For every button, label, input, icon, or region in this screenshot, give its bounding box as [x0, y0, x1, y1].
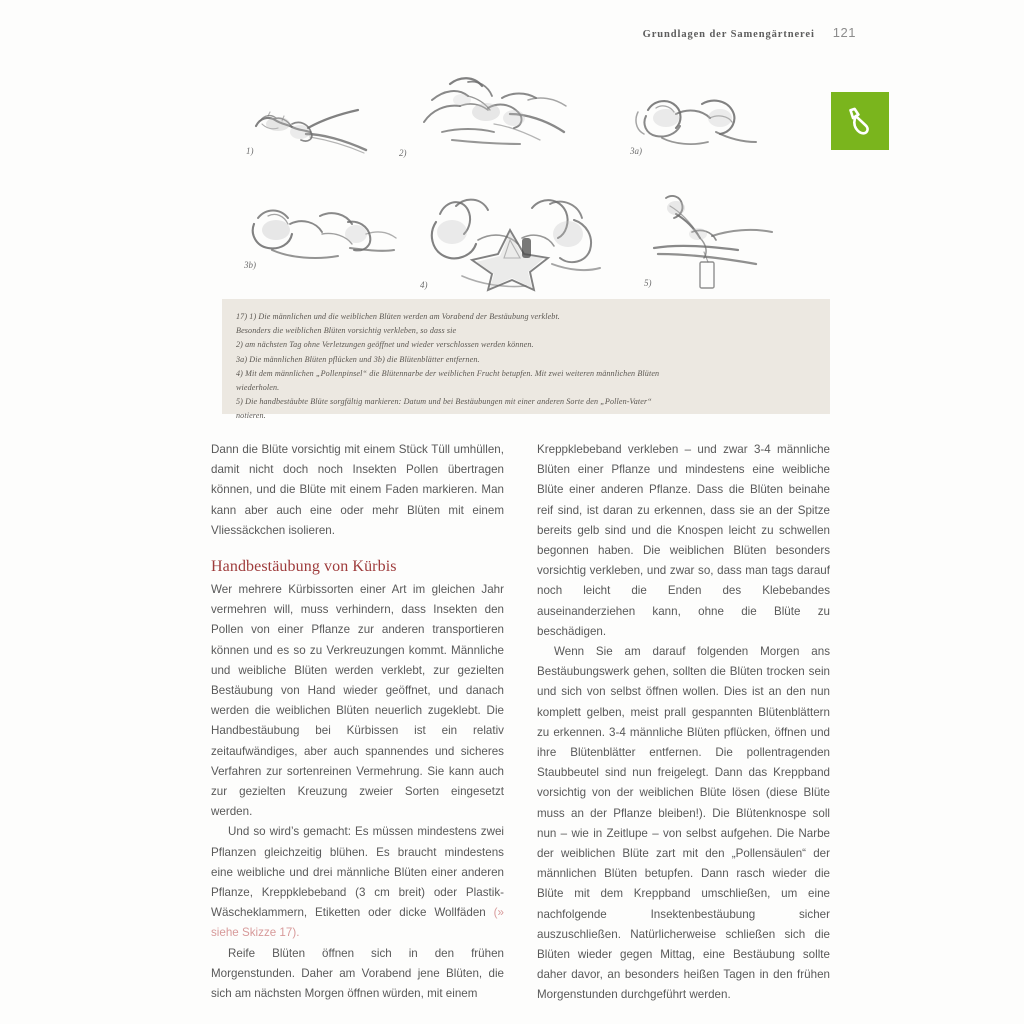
paragraph: Dann die Blüte vorsichtig mit einem Stück Tüll umhüllen, damit nicht doch noch Insekten Pollen übertragen können, und die Blüte mit einem Faden markieren. Man kann aber auch eine oder mehr Blüten mit einem Vliessäckchen isolieren. — [211, 443, 504, 537]
trowel-icon — [843, 104, 877, 138]
left-column — [211, 440, 504, 1001]
section-heading: Handbestäubung von Kürbis — [211, 558, 397, 576]
paragraph-with-crossref — [211, 822, 504, 943]
paragraph: Wenn Sie am darauf folgenden Morgen ans Bestäubungswerk gehen, sollten die Blüten trocken sein und sich von selbst öffnen wollen. Dies ist an den nun komplett gelben, meist prall gespannten Blütenblättern zu erkennen. 3-4 männliche Blüten pflücken, öffnen und ihre Blütenblätter entfernen. Die pollentragenden Staubbeutel sind nun freigelegt. Dann das Kreppband vorsichtig von der weiblichen Blüte lösen (diese Blüte muss an der Pflanze bleiben!). Die Blütenknospe soll nun – wie in Zeitlupe – von selbst aufgehen. Die Narbe der weiblichen Blüte zart mit den „Pollensäulen“ der männlichen Blüten betupfen. Dann rasch wieder die Blüte mit dem Kreppband umschließen, um eine nachfolgende Insektenbestäubung sicher auszuschließen. Natürlicherweise schließen sich die Blüten wieder gegen Mittag, eine Bestäubung sollte daher davor, an besonders heißen Tagen in den frühen Morgenstunden durchgeführt werden. — [537, 645, 830, 1002]
caption-line: 4) Mit dem männlichen „Pollenpinsel“ die Blütennarbe der weiblichen Frucht betupfen. Mit zwei weiteren männlichen Blüten — [236, 368, 660, 378]
right-column — [537, 440, 830, 1002]
paragraph: Wer mehrere Kürbissorten einer Art im gleichen Jahr vermehren will, muss verhindern, dass Insekten den Pollen von einer Pflanze zur anderen transportieren können und es so zu Verkreuzungen kommt. Männliche und weibliche Blüten werden verklebt, zur gezielten Bestäubung von Hand wieder geöffnet, und danach werden die weiblichen Blüten neuerlich zugeklebt. Die Handbestäubung bei Kürbissen ist ein relativ zeitaufwändiges, aber auch spannendes und sicheres Verfahren zur sortenreinen Vermehrung. Sie kann auch zur gezielten Kreuzung zweier Sorten eingesetzt werden. — [211, 583, 504, 819]
caption-line: 3a) Die männlichen Blüten pflücken und 3b) die Blütenblätter entfernen. — [236, 354, 480, 364]
sketch-step-2 — [399, 70, 572, 160]
caption-line: 5) Die handbestäubte Blüte sorgfältig markieren: Datum und bei Bestäubungen mit einer anderen Sorte den „Pollen-Vater“ — [236, 397, 652, 407]
figure-caption-box — [222, 299, 830, 421]
sketch-step-4 — [422, 192, 602, 292]
sketch-label-5: 5) — [644, 278, 652, 288]
paragraph-text: Und so wird’s gemacht: Es müssen mindestens zwei Pflanzen gleichzeitig blühen. Es braucht mindestens eine weibliche und drei männliche Blüten einer anderen Pflanze, Kreppklebeband (3 cm breit) oder Plastik-Wäscheklammern, Etiketten oder dicke Wollfäden — [211, 825, 504, 920]
running-head — [643, 25, 856, 40]
sketch-step-5 — [646, 192, 781, 292]
caption-line: 2) am nächsten Tag ohne Verletzungen geöffnet und wieder verschlossen werden können. — [236, 340, 534, 350]
caption-line: 17) 1) Die männlichen und die weiblichen Blüten werden am Vorabend der Bestäubung verklebt. — [236, 312, 560, 321]
sketch-step-3a — [632, 90, 762, 156]
sketch-label-4: 4) — [420, 280, 428, 290]
page-number: 121 — [832, 25, 856, 40]
sketch-step-1 — [248, 94, 378, 154]
caption-line: Besonders die weiblichen Blüten vorsichtig verkleben, so dass sie — [236, 326, 457, 336]
chapter-marker-tab — [831, 92, 889, 150]
illustration-band — [222, 52, 830, 294]
sketch-label-3b: 3b) — [244, 260, 256, 270]
page-title: Grundlagen der Samengärtnerei — [642, 29, 815, 40]
sketch-label-1: 1) — [246, 146, 254, 156]
caption-line: notieren. — [236, 411, 266, 421]
sketch-label-2: 2) — [399, 148, 407, 158]
paragraph: Reife Blüten öffnen sich in den frühen Morgenstunden. Daher am Vorabend jene Blüten, die sich am nächsten Morgen öffnen würden, mit einem — [211, 946, 504, 1001]
paragraph: Kreppklebeband verkleben – und zwar 3-4 männliche Blüten einer Pflanze und mindestens eine weibliche Blüte einer anderen Pflanze. Dass die Blüten beinahe reif sind, ist daran zu erkennen, dass sie an der Spitze bereits gelb sind und die Knospen leicht zu schwellen begonnen haben. Die weiblichen Blüten besonders vorsichtig verkleben, und zwar so, dass man tags darauf noch leicht die Enden des Klebebandes auseinanderziehen kann, ohne die Blüte zu beschädigen. — [537, 443, 830, 638]
cross-reference-link[interactable]: (» siehe Skizze 17). — [211, 906, 504, 940]
caption-line: wiederholen. — [236, 383, 280, 393]
sketch-step-3b — [246, 200, 396, 270]
sketch-label-3a: 3a) — [630, 146, 642, 156]
body-columns — [211, 440, 830, 1002]
